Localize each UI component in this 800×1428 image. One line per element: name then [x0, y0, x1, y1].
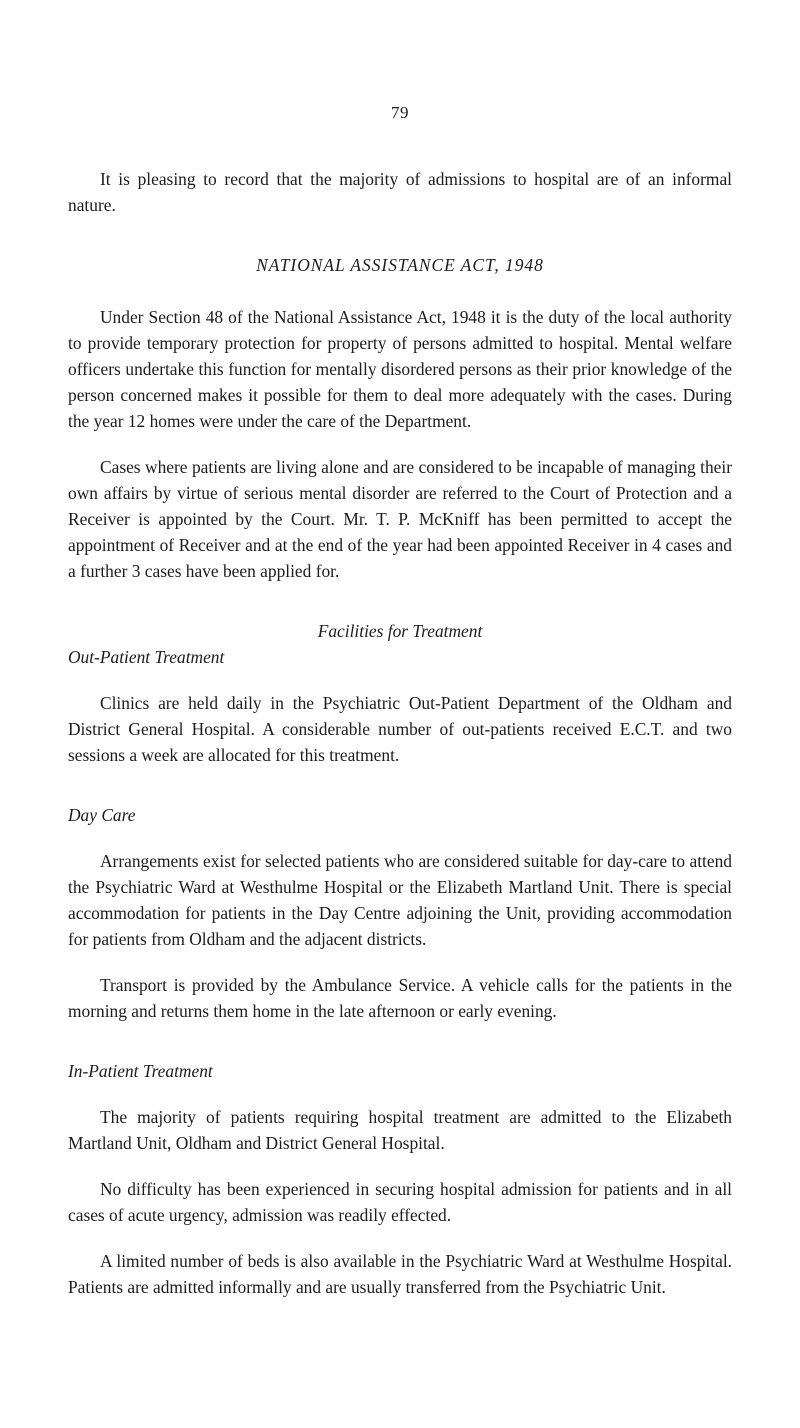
heading-facilities-for-treatment: Facilities for Treatment	[317, 621, 483, 641]
paragraph-section-48: Under Section 48 of the National Assistance Act, 1948 it is the duty of the local authority to provide temporary protection for property of persons admitted to hospital. Mental welfare officers undertake this function for mentally disordered persons as their prior knowledge of the person concerned makes it possible for them to deal more adequately with the cases. During the year 12 homes were under the care of the Department.	[68, 307, 732, 431]
paragraph-transport: Transport is provided by the Ambulance Service. A vehicle calls for the patients in the morning and returns them home in the late afternoon or early evening.	[68, 975, 732, 1021]
heading-day-care: Day Care	[68, 805, 136, 825]
page-number: 79	[391, 103, 409, 122]
paragraph-clinics: Clinics are held daily in the Psychiatric Out-Patient Department of the Oldham and District General Hospital. A considerable number of out-patients received E.C.T. and two sessions a week are allocated for this treatment.	[68, 693, 732, 765]
paragraph-intro: It is pleasing to record that the majority of admissions to hospital are of an informal nature.	[68, 169, 732, 215]
heading-out-patient-treatment: Out-Patient Treatment	[68, 647, 225, 667]
paragraph-in-patient: The majority of patients requiring hospital treatment are admitted to the Elizabeth Martland Unit, Oldham and District General Hospital.	[68, 1107, 732, 1153]
paragraph-day-care: Arrangements exist for selected patients who are considered suitable for day-care to attend the Psychiatric Ward at Westhulme Hospital or the Elizabeth Martland Unit. There is special accommodation for patients in the Day Centre adjoining the Unit, providing accommodation for patients from Oldham and the adjacent districts.	[68, 851, 732, 949]
paragraph-difficulty: No difficulty has been experienced in securing hospital admission for patients and in all cases of acute urgency, admission was readily effected.	[68, 1179, 732, 1225]
paragraph-receiver: Cases where patients are living alone and are considered to be incapable of managing their own affairs by virtue of serious mental disorder are referred to the Court of Protection and a Receiver is appointed by the Court. Mr. T. P. McKniff has been permitted to accept the appointment of Receiver and at the end of the year had been appointed Receiver in 4 cases and a further 3 cases have been applied for.	[68, 457, 732, 581]
heading-national-assistance-act: NATIONAL ASSISTANCE ACT, 1948	[256, 255, 544, 275]
page-body	[68, 166, 732, 1300]
paragraph-beds: A limited number of beds is also available in the Psychiatric Ward at Westhulme Hospital. Patients are admitted informally and are usually transferred from the Psychiatric Unit.	[68, 1251, 732, 1297]
heading-in-patient-treatment: In-Patient Treatment	[68, 1061, 213, 1081]
